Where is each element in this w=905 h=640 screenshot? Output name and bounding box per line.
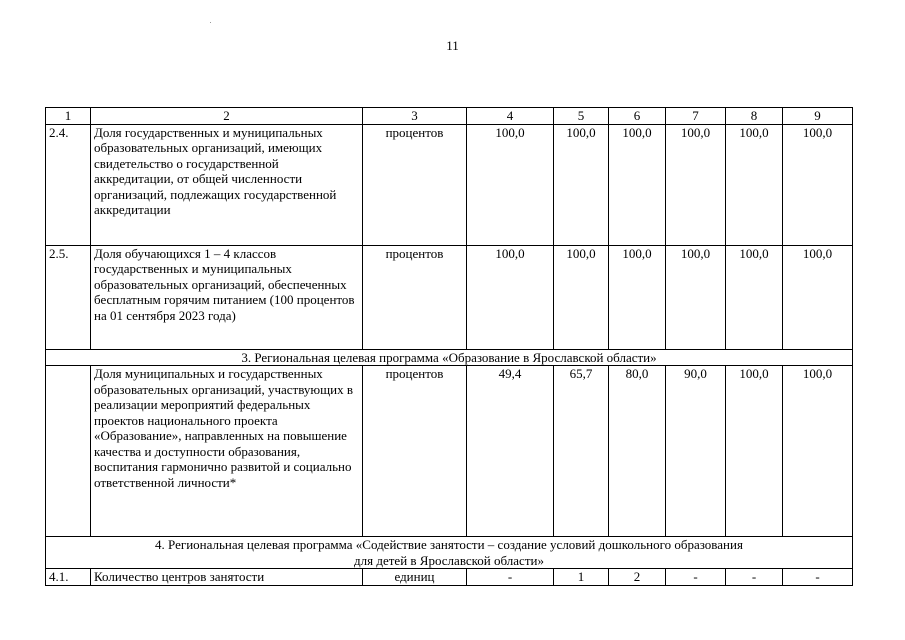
value-cell: 1 xyxy=(554,569,609,586)
header-cell: 8 xyxy=(726,108,783,125)
header-cell: 6 xyxy=(609,108,666,125)
indicators-table xyxy=(45,107,853,586)
value-cell: 49,4 xyxy=(467,366,554,537)
value-cell: 100,0 xyxy=(783,124,853,245)
header-cell: 7 xyxy=(666,108,726,125)
value-cell: 100,0 xyxy=(554,124,609,245)
row-number: 4.1. xyxy=(46,569,91,586)
section-header-row xyxy=(46,349,853,366)
table-row xyxy=(46,124,853,245)
row-number: 2.4. xyxy=(46,124,91,245)
value-cell: 65,7 xyxy=(554,366,609,537)
unit-cell: единиц xyxy=(363,569,467,586)
unit-cell: процентов xyxy=(363,366,467,537)
value-cell: 90,0 xyxy=(666,366,726,537)
section-header-row xyxy=(46,537,853,569)
value-cell: 100,0 xyxy=(609,124,666,245)
table-row xyxy=(46,366,853,537)
header-cell: 1 xyxy=(46,108,91,125)
value-cell: - xyxy=(726,569,783,586)
indicator-name: Доля муниципальных и государственных образовательных организаций, участвующих в реализации мероприятий федеральных проектов национального проекта «Образование», направленных на повышение качества и доступности образования, воспитания гармонично развитой и социально ответственной личности* xyxy=(91,366,363,537)
value-cell: 100,0 xyxy=(467,124,554,245)
scan-speck xyxy=(210,22,211,23)
value-cell: 100,0 xyxy=(726,366,783,537)
value-cell: 100,0 xyxy=(783,245,853,349)
value-cell: 80,0 xyxy=(609,366,666,537)
value-cell: 100,0 xyxy=(666,124,726,245)
header-cell: 3 xyxy=(363,108,467,125)
value-cell: 100,0 xyxy=(783,366,853,537)
value-cell: 100,0 xyxy=(666,245,726,349)
value-cell: - xyxy=(783,569,853,586)
row-number: 2.5. xyxy=(46,245,91,349)
page-number: 11 xyxy=(446,38,459,53)
value-cell: - xyxy=(666,569,726,586)
table-row xyxy=(46,569,853,586)
section-title xyxy=(46,537,853,569)
indicator-name: Доля государственных и муниципальных образовательных организаций, имеющих свидетельство о государственной аккредитации, от общей численности организаций, подлежащих государственной аккредитации xyxy=(91,124,363,245)
unit-cell: процентов xyxy=(363,245,467,349)
section-title: 3. Региональная целевая программа «Образование в Ярославской области» xyxy=(46,349,853,366)
unit-cell: процентов xyxy=(363,124,467,245)
section-title-line: 4. Региональная целевая программа «Содействие занятости – создание условий дошкольного образования xyxy=(155,537,743,552)
indicator-name: Количество центров занятости xyxy=(91,569,363,586)
header-row xyxy=(46,108,853,125)
value-cell: 100,0 xyxy=(726,124,783,245)
header-cell: 9 xyxy=(783,108,853,125)
indicator-name: Доля обучающихся 1 – 4 классов государственных и муниципальных образовательных организаций, обеспеченных бесплатным горячим питанием (100 процентов на 01 сентября 2023 года) xyxy=(91,245,363,349)
row-number xyxy=(46,366,91,537)
value-cell: 100,0 xyxy=(467,245,554,349)
table-row xyxy=(46,245,853,349)
value-cell: - xyxy=(467,569,554,586)
header-cell: 5 xyxy=(554,108,609,125)
value-cell: 100,0 xyxy=(554,245,609,349)
value-cell: 100,0 xyxy=(726,245,783,349)
value-cell: 100,0 xyxy=(609,245,666,349)
section-title-line: для детей в Ярославской области» xyxy=(354,552,544,568)
header-cell: 4 xyxy=(467,108,554,125)
header-cell: 2 xyxy=(91,108,363,125)
value-cell: 2 xyxy=(609,569,666,586)
